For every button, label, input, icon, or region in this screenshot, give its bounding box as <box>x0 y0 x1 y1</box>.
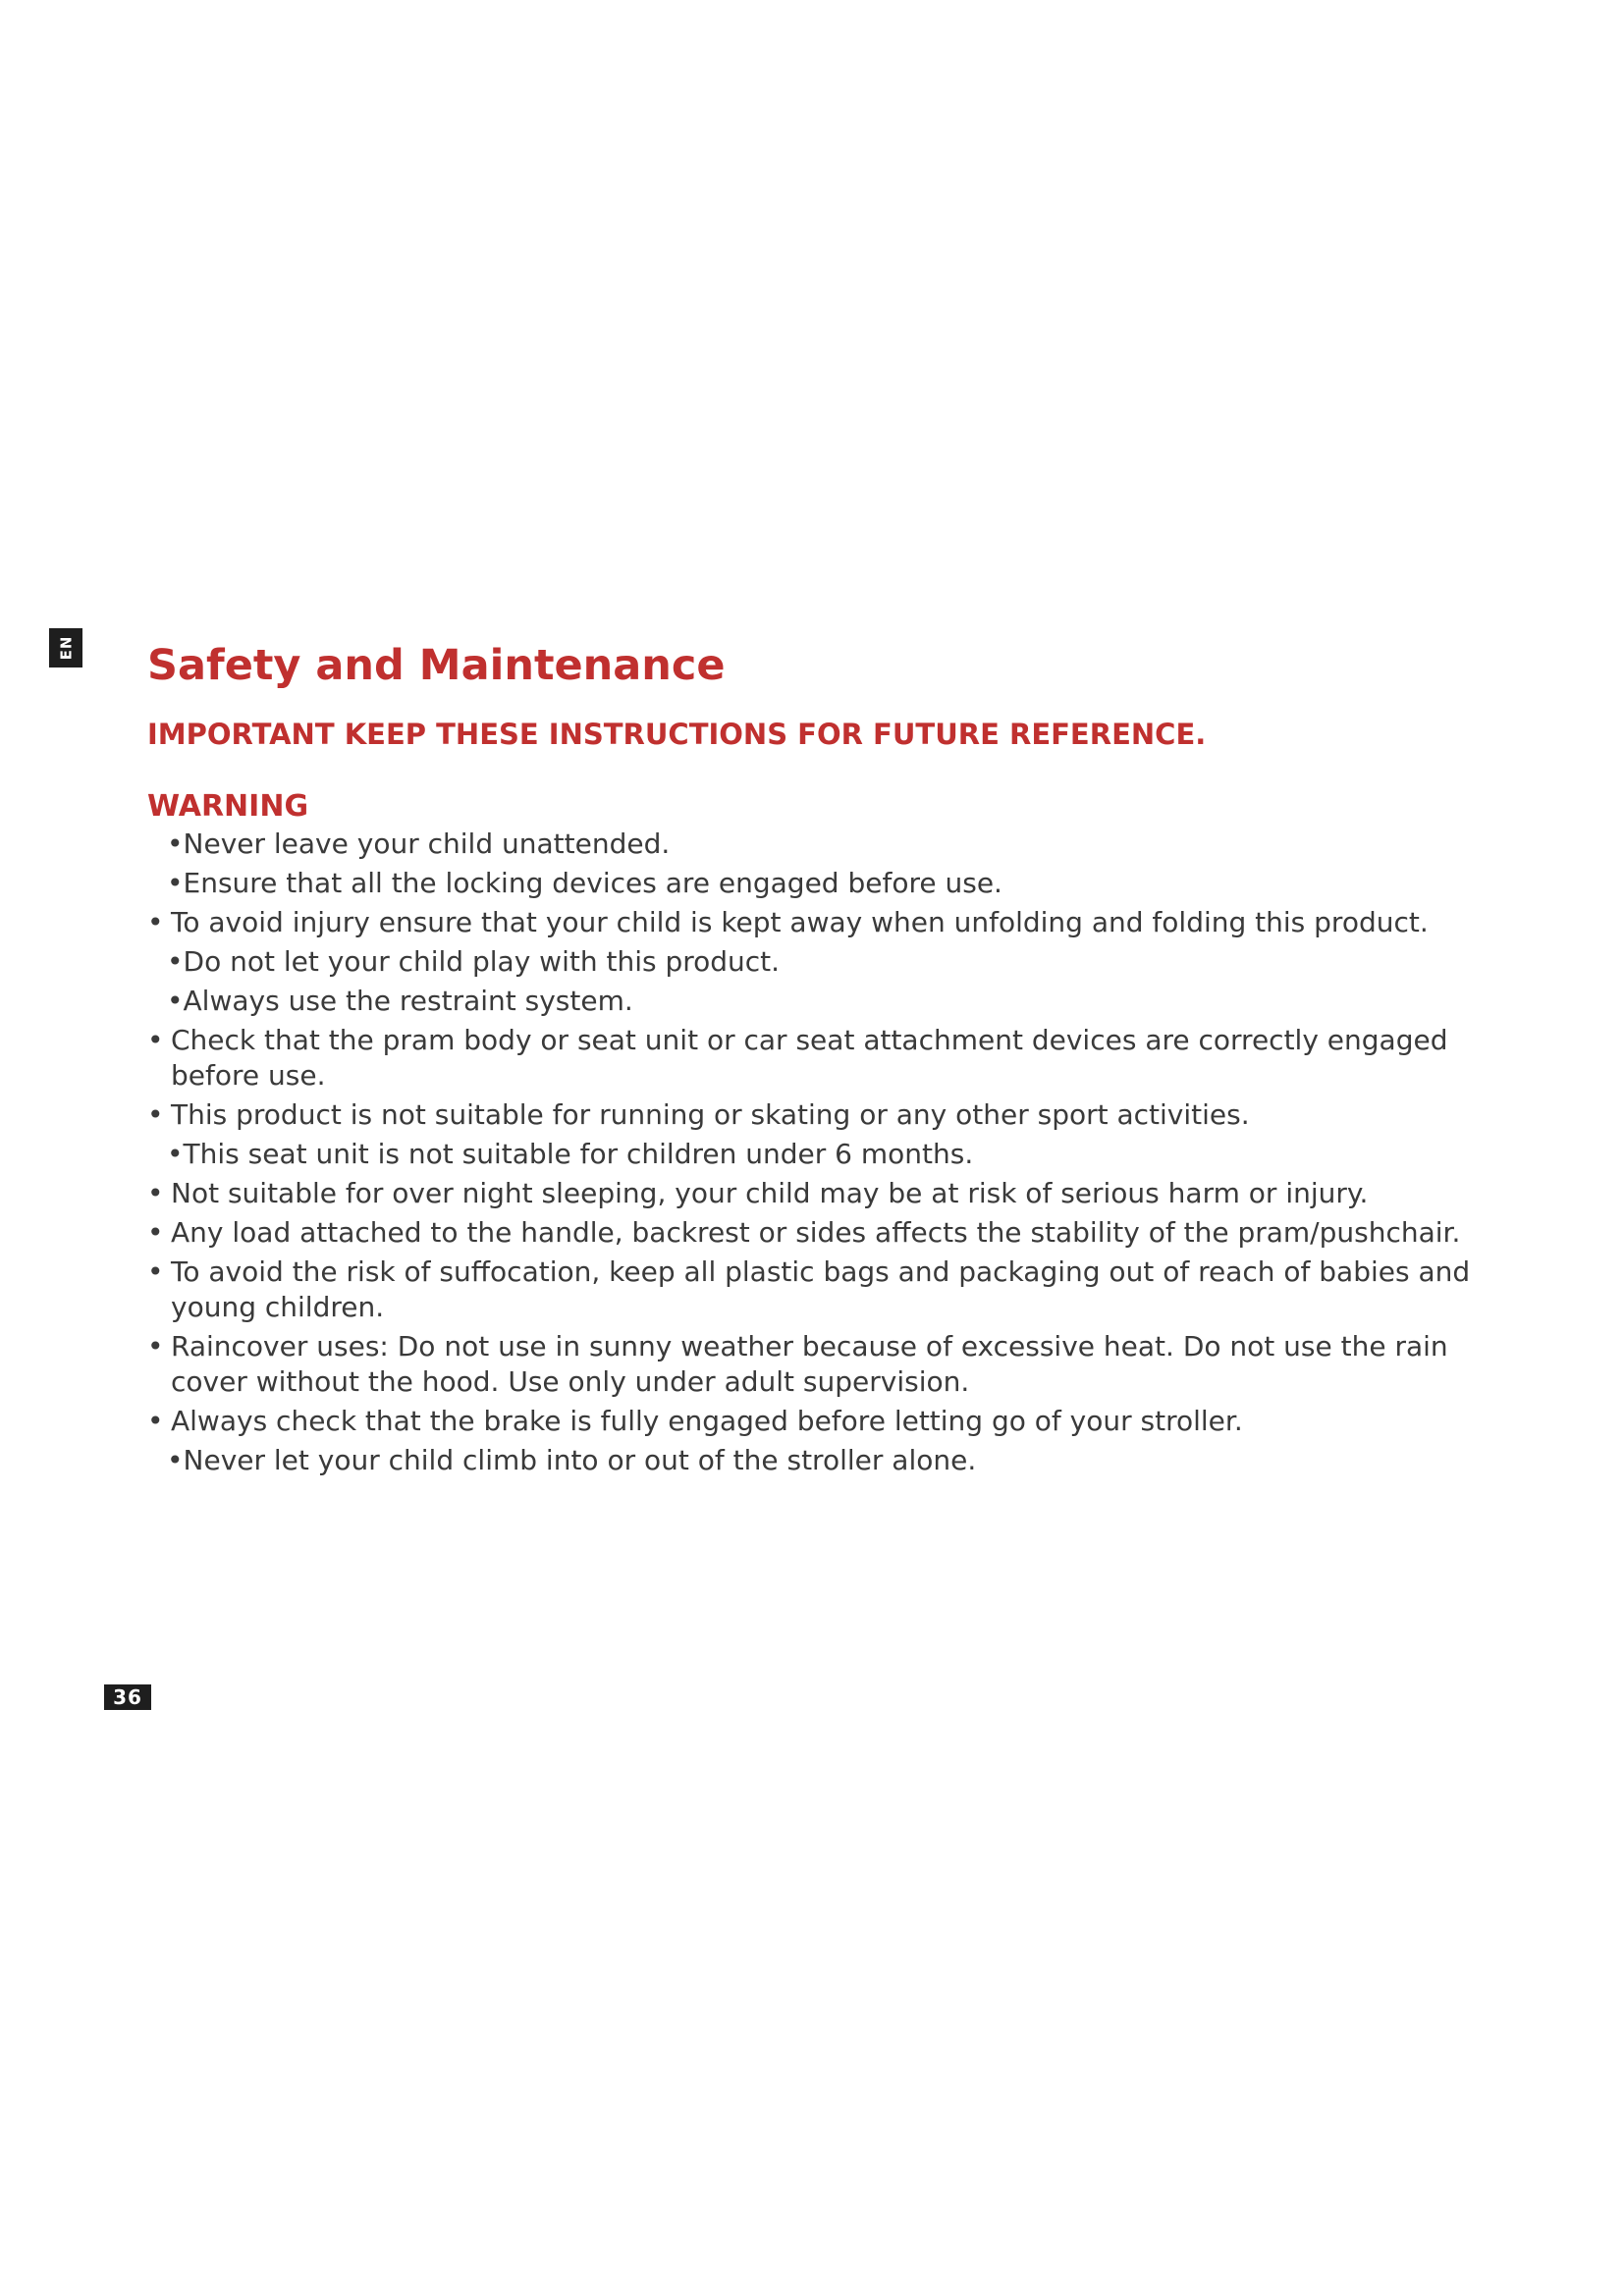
bullet-icon: • <box>147 1255 164 1288</box>
language-tab <box>49 628 82 667</box>
list-item: •Ensure that all the locking devices are engaged before use. <box>167 867 1002 899</box>
bullet-icon: • <box>147 1330 164 1362</box>
list-item: • To avoid injury ensure that your child is kept away when unfolding and folding this product. <box>147 906 1429 938</box>
list-item: • Check that the pram body or seat unit or car seat attachment devices are correctly engaged before use. <box>147 1024 1448 1092</box>
list-item: •Never leave your child unattended. <box>167 828 671 860</box>
list-item: • To avoid the risk of suffocation, keep all plastic bags and packaging out of reach of babies and young children. <box>147 1255 1471 1323</box>
list-item: •Always use the restraint system. <box>167 985 633 1017</box>
list-item: •Never let your child climb into or out of the stroller alone. <box>167 1444 977 1476</box>
bullet-icon: • <box>147 1405 164 1437</box>
important-notice: IMPORTANT KEEP THESE INSTRUCTIONS FOR FUTURE REFERENCE. <box>147 718 1207 751</box>
list-item: • This product is not suitable for running or skating or any other sport activities. <box>147 1098 1250 1131</box>
language-tab-label: EN <box>57 635 75 661</box>
page-number: 36 <box>104 1684 151 1710</box>
bullet-icon: • <box>147 906 164 938</box>
list-item: • Any load attached to the handle, backrest or sides affects the stability of the pram/pushchair. <box>147 1216 1461 1249</box>
warning-heading: WARNING <box>147 789 309 824</box>
main-content <box>147 638 1483 1482</box>
list-item: •Do not let your child play with this product. <box>167 945 781 978</box>
bullet-icon: • <box>147 1024 164 1056</box>
page-title: Safety and Maintenance <box>147 641 726 690</box>
bullet-icon: • <box>147 1216 164 1249</box>
list-item: • Raincover uses: Do not use in sunny weather because of excessive heat. Do not use the rain cover without the hood. Use only under adult supervision. <box>147 1330 1448 1398</box>
warning-list <box>147 827 1483 1478</box>
bullet-icon: • <box>147 1177 164 1209</box>
list-item: • Not suitable for over night sleeping, your child may be at risk of serious harm or injury. <box>147 1177 1369 1209</box>
list-item: •This seat unit is not suitable for children under 6 months. <box>167 1138 974 1170</box>
bullet-icon: • <box>147 1098 164 1131</box>
list-item: • Always check that the brake is fully engaged before letting go of your stroller. <box>147 1405 1243 1437</box>
